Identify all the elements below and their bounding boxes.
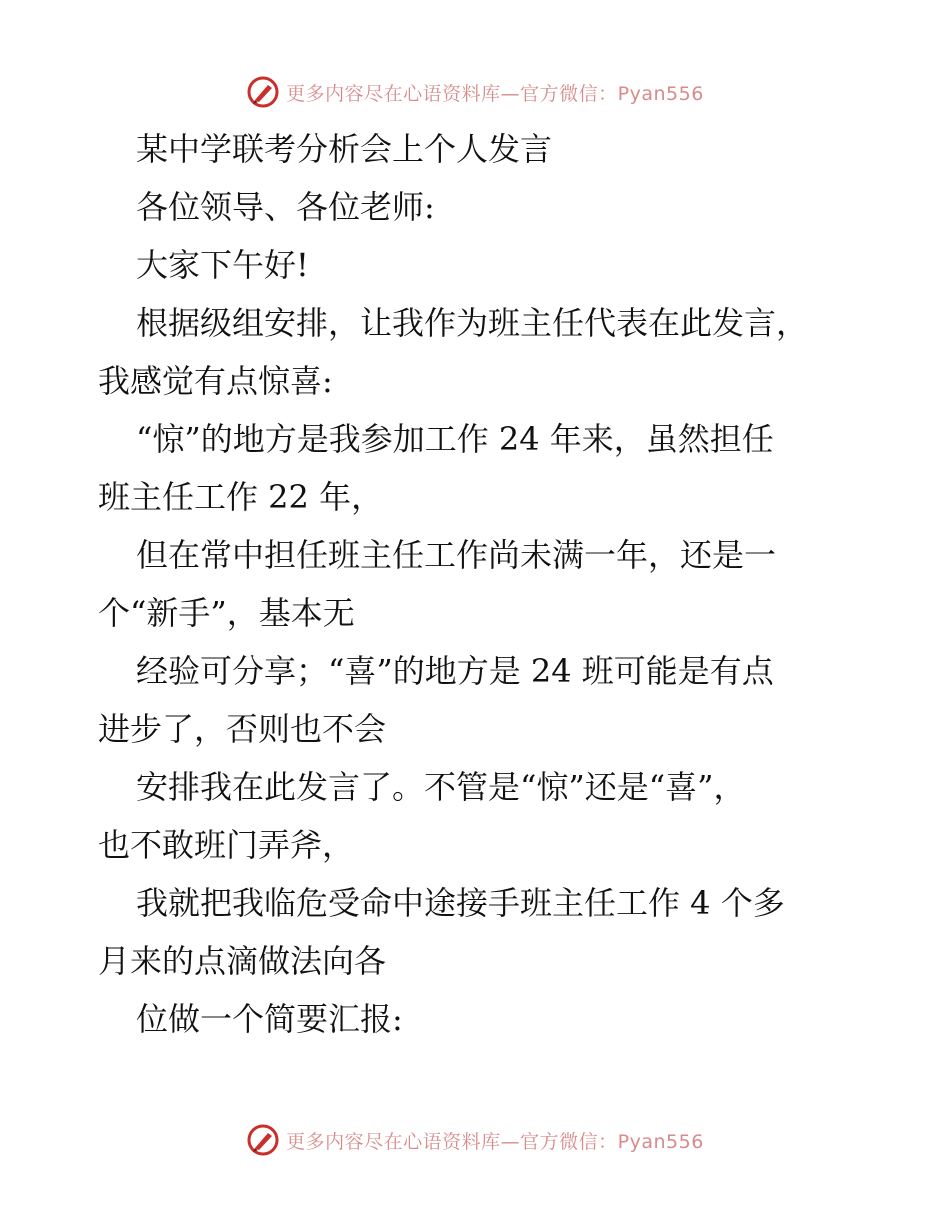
header-watermark [0,72,950,112]
paragraph-line: 但在常中担任班主任工作尚未满一年，还是一 [136,536,777,574]
salutation: 各位领导、各位老师: [136,188,435,226]
paragraph-line: 我感觉有点惊喜: [98,362,333,400]
pen-circle-logo-icon [246,75,280,109]
watermark-text: 更多内容尽在心语资料库—官方微信：Pyan556 [286,1130,704,1153]
paragraph-line: 经验可分享；“喜”的地方是 24 班可能是有点 [136,652,774,690]
pen-circle-logo-icon [246,1123,280,1157]
watermark-text: 更多内容尽在心语资料库—官方微信：Pyan556 [286,82,704,105]
paragraph-line: 也不敢班门弄斧， [98,826,355,864]
document-body [98,120,858,1048]
paragraph-line: “惊”的地方是我参加工作 24 年来，虽然担任 [136,420,774,458]
footer-watermark [0,1120,950,1160]
paragraph-line: 进步了，否则也不会 [98,710,387,748]
paragraph-line: 位做一个简要汇报: [136,1000,403,1038]
document-title: 某中学联考分析会上个人发言 [136,130,553,168]
paragraph-line: 安排我在此发言了。不管是“惊”还是“喜”， [136,768,746,806]
greeting: 大家下午好! [136,246,309,284]
paragraph-line: 个“新手”，基本无 [98,594,355,632]
paragraph-line: 班主任工作 22 年， [98,478,384,516]
paragraph-line: 月来的点滴做法向各 [98,942,387,980]
paragraph-line: 我就把我临危受命中途接手班主任工作 4 个多 [136,884,785,922]
paragraph-line: 根据级组安排，让我作为班主任代表在此发言， [136,304,809,342]
